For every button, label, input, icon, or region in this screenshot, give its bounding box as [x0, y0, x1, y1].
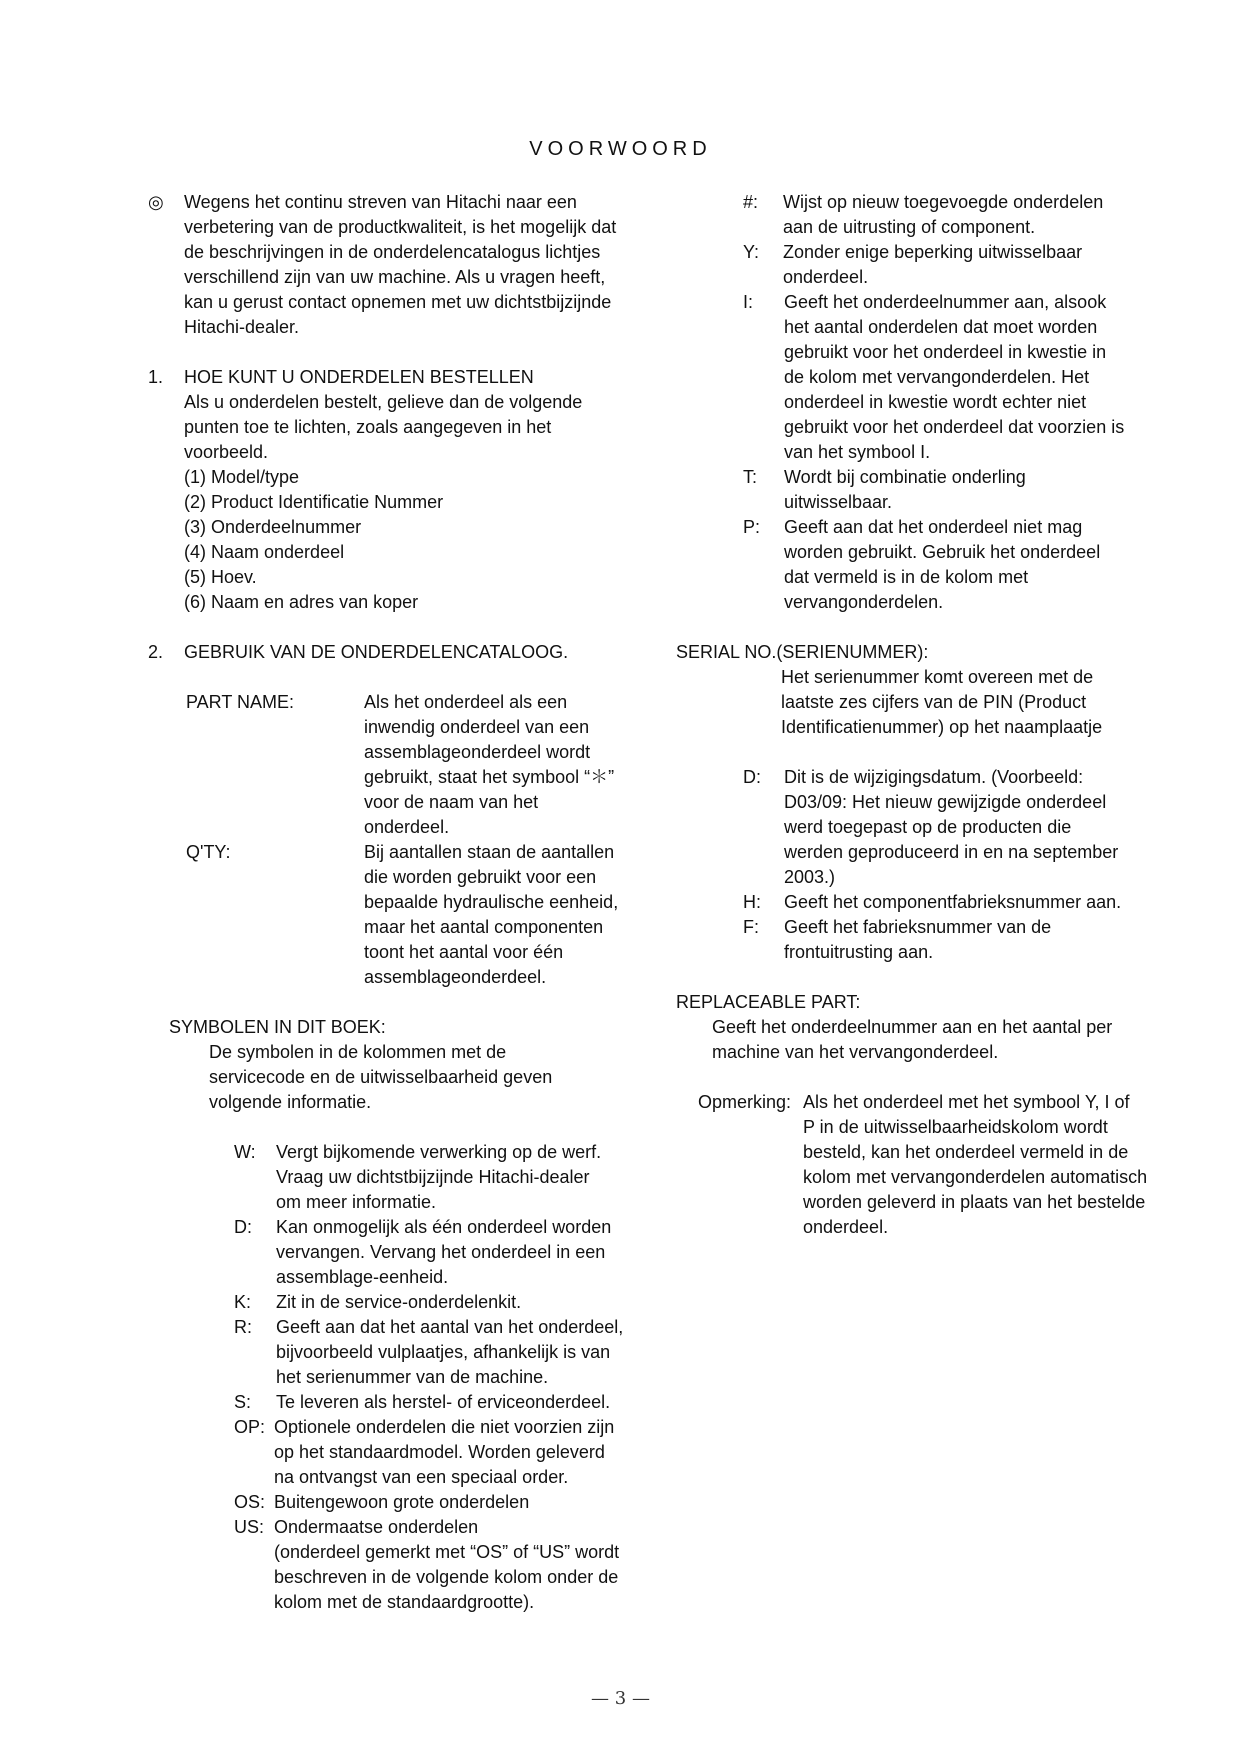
interchange-item-i	[743, 290, 1146, 465]
text-line: servicecode en de uitwisselbaarheid geven	[209, 1067, 553, 1087]
text-line: vervangen. Vervang het onderdeel in een	[276, 1242, 606, 1262]
text-line: Geeft het componentfabrieksnummer aan.	[784, 892, 1122, 912]
text-line: P in de uitwisselbaarheidskolom wordt	[803, 1117, 1108, 1137]
text-line: kolom met de standaardgrootte).	[274, 1592, 535, 1612]
left-column	[148, 190, 628, 1615]
text-line: frontuitrusting aan.	[784, 942, 934, 962]
symbol-item-s	[234, 1390, 628, 1415]
symbol-item-op	[234, 1415, 628, 1490]
text-line: Geeft aan dat het onderdeel niet mag	[784, 517, 1083, 537]
text-line: machine van het vervangonderdeel.	[712, 1042, 999, 1062]
symbol-code: T:	[743, 467, 758, 487]
text-line: Vraag uw dichtstbijzijnde Hitachi-dealer	[276, 1167, 590, 1187]
symbol-code: D:	[234, 1217, 252, 1237]
interchange-list	[676, 190, 1146, 615]
text-line: worden gebruikt. Gebruik het onderdeel	[784, 542, 1101, 562]
note-label: Opmerking:	[698, 1092, 792, 1112]
text-line: gebruikt, staat het symbool “＊”	[364, 767, 615, 787]
section-ordering	[148, 365, 628, 615]
list-item: (2) Product Identificatie Nummer	[184, 492, 444, 512]
text-line: Geeft het onderdeelnummer aan, alsook	[784, 292, 1107, 312]
text-line: Als u onderdelen bestelt, gelieve dan de volgende	[184, 392, 583, 412]
symbol-item-r	[234, 1315, 628, 1390]
serial-item-h	[743, 890, 1146, 915]
text-line: beschreven in de volgende kolom onder de	[274, 1567, 619, 1587]
section-heading: GEBRUIK VAN DE ONDERDELENCATALOOG.	[184, 642, 569, 662]
symbol-code: K:	[234, 1292, 252, 1312]
text-line: bijvoorbeeld vulplaatjes, afhankelijk is van	[276, 1342, 611, 1362]
symbol-item-d	[234, 1215, 628, 1290]
symbol-code: S:	[234, 1392, 252, 1412]
text-line: Kan onmogelijk als één onderdeel worden	[276, 1217, 612, 1237]
text-line: bepaalde hydraulische eenheid,	[364, 892, 619, 912]
text-line: volgende informatie.	[209, 1092, 372, 1112]
text-line: Wijst op nieuw toegevoegde onderdelen	[783, 192, 1104, 212]
text-line: na ontvangst van een speciaal order.	[274, 1467, 569, 1487]
text-line: assemblageonderdeel.	[364, 967, 547, 987]
symbol-item-w	[234, 1140, 628, 1215]
intro-paragraph	[148, 190, 628, 340]
text-line: het aantal onderdelen dat moet worden	[784, 317, 1098, 337]
text-line: op het standaardmodel. Worden geleverd	[274, 1442, 605, 1462]
symbol-item-os	[234, 1490, 628, 1515]
text-line: 2003.)	[784, 867, 836, 887]
text-line: Optionele onderdelen die niet voorzien zijn	[274, 1417, 615, 1437]
text-line: aan de uitrusting of component.	[783, 217, 1036, 237]
text-line: kan u gerust contact opnemen met uw dichtstbijzijnde	[184, 292, 612, 312]
text-line: maar het aantal componenten	[364, 917, 604, 937]
text-line: inwendig onderdeel van een	[364, 717, 590, 737]
text-line: Als het onderdeel met het symbool Y, I of	[803, 1092, 1130, 1112]
right-column	[676, 190, 1146, 1240]
text-line: die worden gebruikt voor een	[364, 867, 597, 887]
double-circle-icon: ◎	[148, 192, 164, 212]
text-line: Geeft het fabrieksnummer van de	[784, 917, 1052, 937]
symbol-list	[148, 1140, 628, 1615]
section-heading: SERIAL NO.(SERIENUMMER):	[676, 642, 929, 662]
text-line: Bij aantallen staan de aantallen	[364, 842, 615, 862]
text-line: Wordt bij combinatie onderling	[784, 467, 1026, 487]
text-line: om meer informatie.	[276, 1192, 437, 1212]
symbol-code: P:	[743, 517, 761, 537]
symbol-item-k	[234, 1290, 628, 1315]
text-line: verbetering van de productkwaliteit, is het mogelijk dat	[184, 217, 617, 237]
text-line: onderdeel.	[783, 267, 869, 287]
text-line: Dit is de wijzigingsdatum. (Voorbeeld:	[784, 767, 1084, 787]
text-line: dat vermeld is in de kolom met	[784, 567, 1029, 587]
symbol-code: I:	[743, 292, 754, 312]
page-title: VOORWOORD	[529, 138, 712, 160]
definition-part-name	[186, 690, 628, 840]
interchange-item-y	[743, 240, 1146, 290]
text-line: Vergt bijkomende verwerking op de werf.	[276, 1142, 602, 1162]
symbol-code: US:	[234, 1517, 265, 1537]
symbol-code: Y:	[743, 242, 760, 262]
text-line: Als het onderdeel als een	[364, 692, 568, 712]
text-line: voorbeeld.	[184, 442, 269, 462]
intro-text	[184, 190, 628, 340]
text-line: Te leveren als herstel- of erviceonderdeel.	[276, 1392, 611, 1412]
text-line: de kolom met vervangonderdelen. Het	[784, 367, 1090, 387]
text-line: Hitachi-dealer.	[184, 317, 300, 337]
list-item: (3) Onderdeelnummer	[184, 517, 362, 537]
interchange-item-p	[743, 515, 1146, 615]
text-line: voor de naam van het	[364, 792, 539, 812]
text-line: toont het aantal voor één	[364, 942, 564, 962]
note	[676, 1090, 1146, 1240]
text-line: het serienummer van de machine.	[276, 1367, 549, 1387]
symbol-code: #:	[743, 192, 759, 212]
text-line: Geeft aan dat het aantal van het onderdeel,	[276, 1317, 624, 1337]
text-line: onderdeel in kwestie wordt echter niet	[784, 392, 1087, 412]
text-line: Zonder enige beperking uitwisselbaar	[783, 242, 1083, 262]
text-line: assemblage-eenheid.	[276, 1267, 449, 1287]
interchange-item-hash	[743, 190, 1146, 240]
definition-term: Q'TY:	[186, 842, 231, 862]
serial-section	[676, 640, 1146, 965]
text-line: werden geproduceerd in en na september	[784, 842, 1119, 862]
section-heading: REPLACEABLE PART:	[676, 992, 861, 1012]
symbol-code: H:	[743, 892, 761, 912]
text-line: werd toegepast op de producten die	[784, 817, 1072, 837]
symbol-code: OP:	[234, 1417, 266, 1437]
symbol-code: R:	[234, 1317, 252, 1337]
interchange-item-t	[743, 465, 1146, 515]
text-line: laatste zes cijfers van de PIN (Product	[781, 692, 1087, 712]
symbol-code: OS:	[234, 1492, 266, 1512]
text-line: Ondermaatse onderdelen	[274, 1517, 479, 1537]
text-line: onderdeel.	[803, 1217, 889, 1237]
section-heading: SYMBOLEN IN DIT BOEK:	[169, 1017, 386, 1037]
text-line: Buitengewoon grote onderdelen	[274, 1492, 530, 1512]
text-line: Het serienummer komt overeen met de	[781, 667, 1094, 687]
text-line: Identificatienummer) op het naamplaatje	[781, 717, 1103, 737]
text-line: kolom met vervangonderdelen automatisch	[803, 1167, 1148, 1187]
symbol-code: F:	[743, 917, 759, 937]
serial-item-f	[743, 915, 1146, 965]
text-line: De symbolen in de kolommen met de	[209, 1042, 507, 1062]
text-line: punten toe te lichten, zoals aangegeven in het	[184, 417, 552, 437]
text-line: van het symbool I.	[784, 442, 931, 462]
section-number: 1.	[148, 367, 164, 387]
symbols-section	[148, 1015, 628, 1115]
section-heading: HOE KUNT U ONDERDELEN BESTELLEN	[184, 367, 534, 387]
symbol-code: W:	[234, 1142, 256, 1162]
definition-qty	[186, 840, 628, 990]
text-line: Geeft het onderdeelnummer aan en het aantal per	[712, 1017, 1113, 1037]
list-item: (5) Hoev.	[184, 567, 257, 587]
text-line: de beschrijvingen in de onderdelencatalogus lichtjes	[184, 242, 601, 262]
page-number: — 3 —	[591, 1688, 650, 1709]
definition-list	[148, 690, 628, 990]
list-item: (6) Naam en adres van koper	[184, 592, 419, 612]
replaceable-section	[676, 990, 1146, 1240]
text-line: D03/09: Het nieuw gewijzigde onderdeel	[784, 792, 1107, 812]
list-item: (4) Naam onderdeel	[184, 542, 345, 562]
serial-item-d	[743, 765, 1146, 890]
symbol-code: D:	[743, 767, 761, 787]
text-line: worden geleverd in plaats van het bestelde	[803, 1192, 1146, 1212]
text-line: besteld, kan het onderdeel vermeld in de	[803, 1142, 1129, 1162]
text-line: vervangonderdelen.	[784, 592, 944, 612]
section-number: 2.	[148, 642, 164, 662]
text-line: Zit in de service-onderdelenkit.	[276, 1292, 522, 1312]
text-line: uitwisselbaar.	[784, 492, 893, 512]
text-line: gebruikt voor het onderdeel in kwestie in	[784, 342, 1107, 362]
text-line: assemblageonderdeel wordt	[364, 742, 591, 762]
list-item: (1) Model/type	[184, 467, 300, 487]
definition-term: PART NAME:	[186, 692, 295, 712]
text-line: gebruikt voor het onderdeel dat voorzien is	[784, 417, 1125, 437]
text-line: Wegens het continu streven van Hitachi naar een	[184, 192, 577, 212]
text-line: (onderdeel gemerkt met “OS” of “US” wordt	[274, 1542, 620, 1562]
text-line: verschillend zijn van uw machine. Als u vragen heeft,	[184, 267, 606, 287]
symbol-item-us	[234, 1515, 628, 1615]
text-line: onderdeel.	[364, 817, 450, 837]
section-catalog-usage	[148, 640, 628, 665]
